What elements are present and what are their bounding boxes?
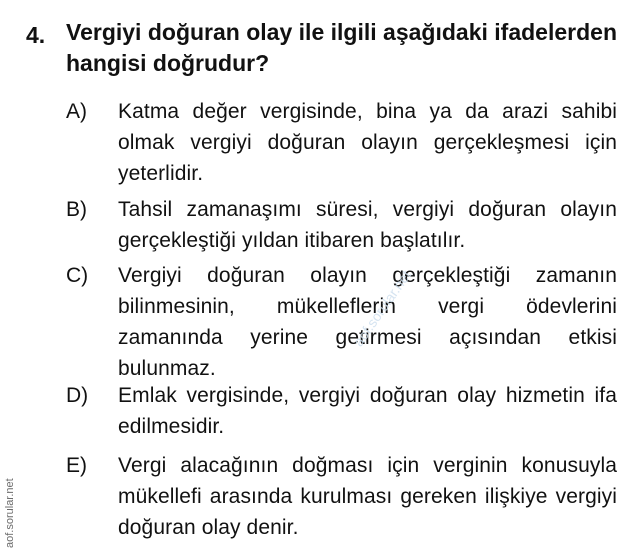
option-a-letter: A)	[66, 100, 87, 123]
option-c-letter: C)	[66, 264, 89, 287]
option-b-text: Tahsil zamanaşımı süresi, vergiyi doğuran olayın gerçekleştiği yıldan itibaren başlatılır.	[118, 198, 617, 252]
option-b-letter: B)	[66, 198, 87, 221]
option-d-text: Emlak vergisinde, vergiyi doğuran olay hizmetin ifa edilmesidir.	[118, 384, 617, 438]
option-e-letter: E)	[66, 454, 87, 477]
option-d-letter: D)	[66, 384, 89, 407]
side-watermark: aof.sorular.net	[4, 478, 16, 548]
option-c-text: Vergiyi doğuran olayın gerçekleştiği zamanın bilinmesinin, mükelleflerin vergi ödevlerini zamanında yerine getirmesi açısından etkisi bulunmaz.	[118, 264, 617, 380]
diagonal-watermark: aof.sorular.net	[350, 267, 415, 350]
option-e-text: Vergi alacağının doğması için verginin konusuyla mükellefi arasında kurulması gereken ilişkiye vergiyi doğuran olay denir.	[118, 454, 617, 539]
question-number: 4.	[26, 22, 46, 48]
option-a-text: Katma değer vergisinde, bina ya da arazi sahibi olmak vergiyi doğuran olayın gerçekleşmesi için yeterlidir.	[118, 100, 617, 185]
question-text: Vergiyi doğuran olay ile ilgili aşağıdaki ifadelerden hangisi doğrudur?	[66, 19, 617, 76]
